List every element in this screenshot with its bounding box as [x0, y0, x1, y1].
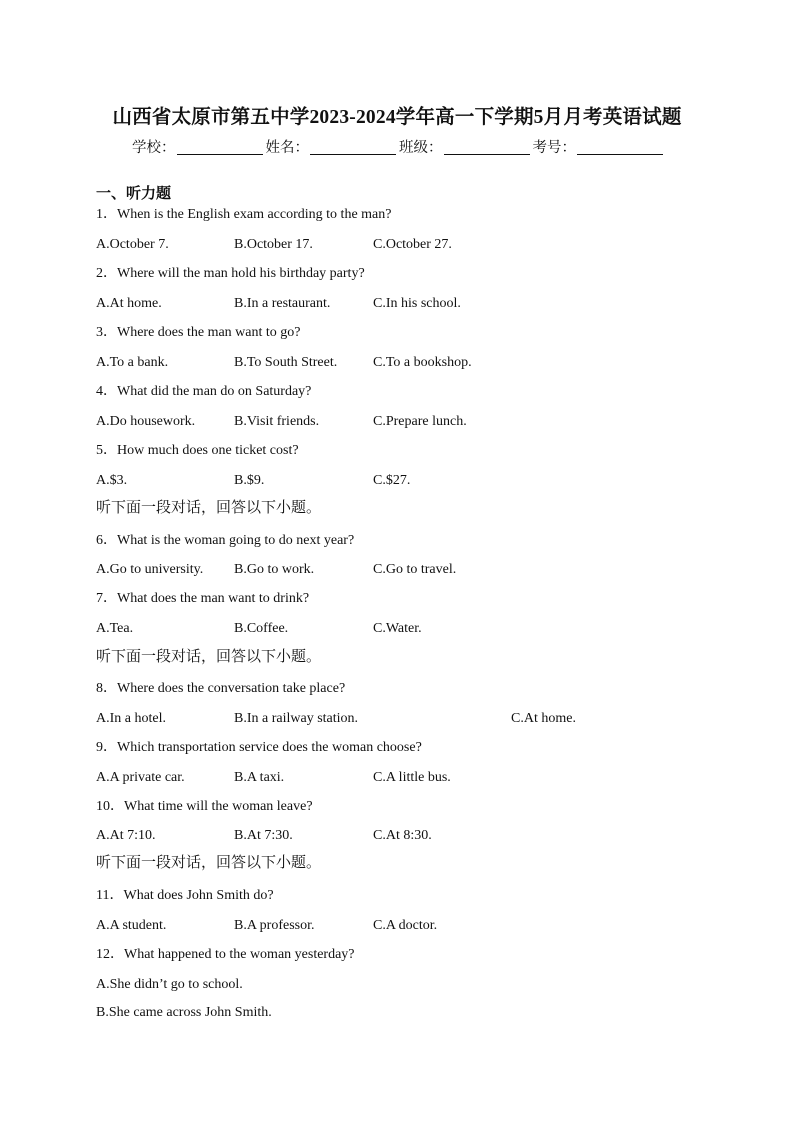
section-heading: 一、听力题	[96, 186, 172, 202]
option-c: C.Water.	[373, 621, 422, 636]
option-b: B.To South Street.	[234, 355, 338, 370]
name-label: 姓名：	[265, 140, 309, 156]
option-a: A.Do housework.	[96, 414, 196, 429]
listening-instruction: 听下面一段对话，回答以下小题。	[96, 649, 322, 665]
option-a: A.Tea.	[96, 621, 134, 636]
option-c: C.October 27.	[373, 237, 452, 252]
question-text: 5．How much does one ticket cost?	[96, 443, 299, 458]
option-c: C.Prepare lunch.	[373, 414, 467, 429]
option-c: C.A little bus.	[373, 770, 451, 785]
question-text: 10．What time will the woman leave?	[96, 799, 313, 814]
question-text: 3．Where does the man want to go?	[96, 325, 301, 340]
name-blank	[310, 140, 396, 155]
option-c: C.To a bookshop.	[373, 355, 472, 370]
option-b: B.Coffee.	[234, 621, 289, 636]
option-a: A.In a hotel.	[96, 711, 166, 726]
option-c: C.Go to travel.	[373, 562, 457, 577]
question-text: 4．What did the man do on Saturday?	[96, 384, 312, 399]
option-a: A.October 7.	[96, 237, 169, 252]
option-b: B.In a railway station.	[234, 711, 359, 726]
option-b: B.At 7:30.	[234, 828, 293, 843]
option-a: A.To a bank.	[96, 355, 169, 370]
option-a: A.A student.	[96, 918, 167, 933]
option-a: A.She didn’t go to school.	[96, 977, 243, 992]
question-text: 1．When is the English exam according to the man?	[96, 207, 392, 222]
option-a: A.At home.	[96, 296, 162, 311]
option-b: B.A professor.	[234, 918, 315, 933]
listening-instruction: 听下面一段对话，回答以下小题。	[96, 855, 322, 871]
option-c: C.A doctor.	[373, 918, 438, 933]
page-title: 山西省太原市第五中学2023-2024学年高一下学期5月月考英语试题	[112, 107, 682, 128]
exam-number-blank	[577, 140, 663, 155]
option-b: B.October 17.	[234, 237, 313, 252]
question-text: 2．Where will the man hold his birthday party?	[96, 266, 365, 281]
option-c: C.At 8:30.	[373, 828, 432, 843]
question-text: 9．Which transportation service does the woman choose?	[96, 740, 422, 755]
option-a: A.A private car.	[96, 770, 185, 785]
school-label: 学校：	[132, 140, 176, 156]
class-label: 班级：	[399, 140, 443, 156]
option-a: A.Go to university.	[96, 562, 204, 577]
option-b: B.A taxi.	[234, 770, 285, 785]
option-b: B.Visit friends.	[234, 414, 320, 429]
option-b: B.She came across John Smith.	[96, 1005, 272, 1020]
question-text: 11．What does John Smith do?	[96, 888, 274, 903]
school-blank	[177, 140, 263, 155]
option-b: B.Go to work.	[234, 562, 315, 577]
option-c: C.In his school.	[373, 296, 461, 311]
option-b: B.In a restaurant.	[234, 296, 331, 311]
option-c: C.$27.	[373, 473, 411, 488]
option-c: C.At home.	[511, 711, 576, 726]
exam-number-label: 考号：	[532, 140, 576, 156]
question-text: 7．What does the man want to drink?	[96, 591, 310, 606]
question-text: 8．Where does the conversation take place?	[96, 681, 346, 696]
question-text: 12．What happened to the woman yesterday?	[96, 947, 355, 962]
option-a: A.At 7:10.	[96, 828, 156, 843]
listening-instruction: 听下面一段对话，回答以下小题。	[96, 500, 322, 516]
question-text: 6．What is the woman going to do next year?	[96, 533, 355, 548]
student-info-line	[0, 136, 794, 157]
option-a: A.$3.	[96, 473, 128, 488]
class-blank	[444, 140, 530, 155]
option-b: B.$9.	[234, 473, 265, 488]
